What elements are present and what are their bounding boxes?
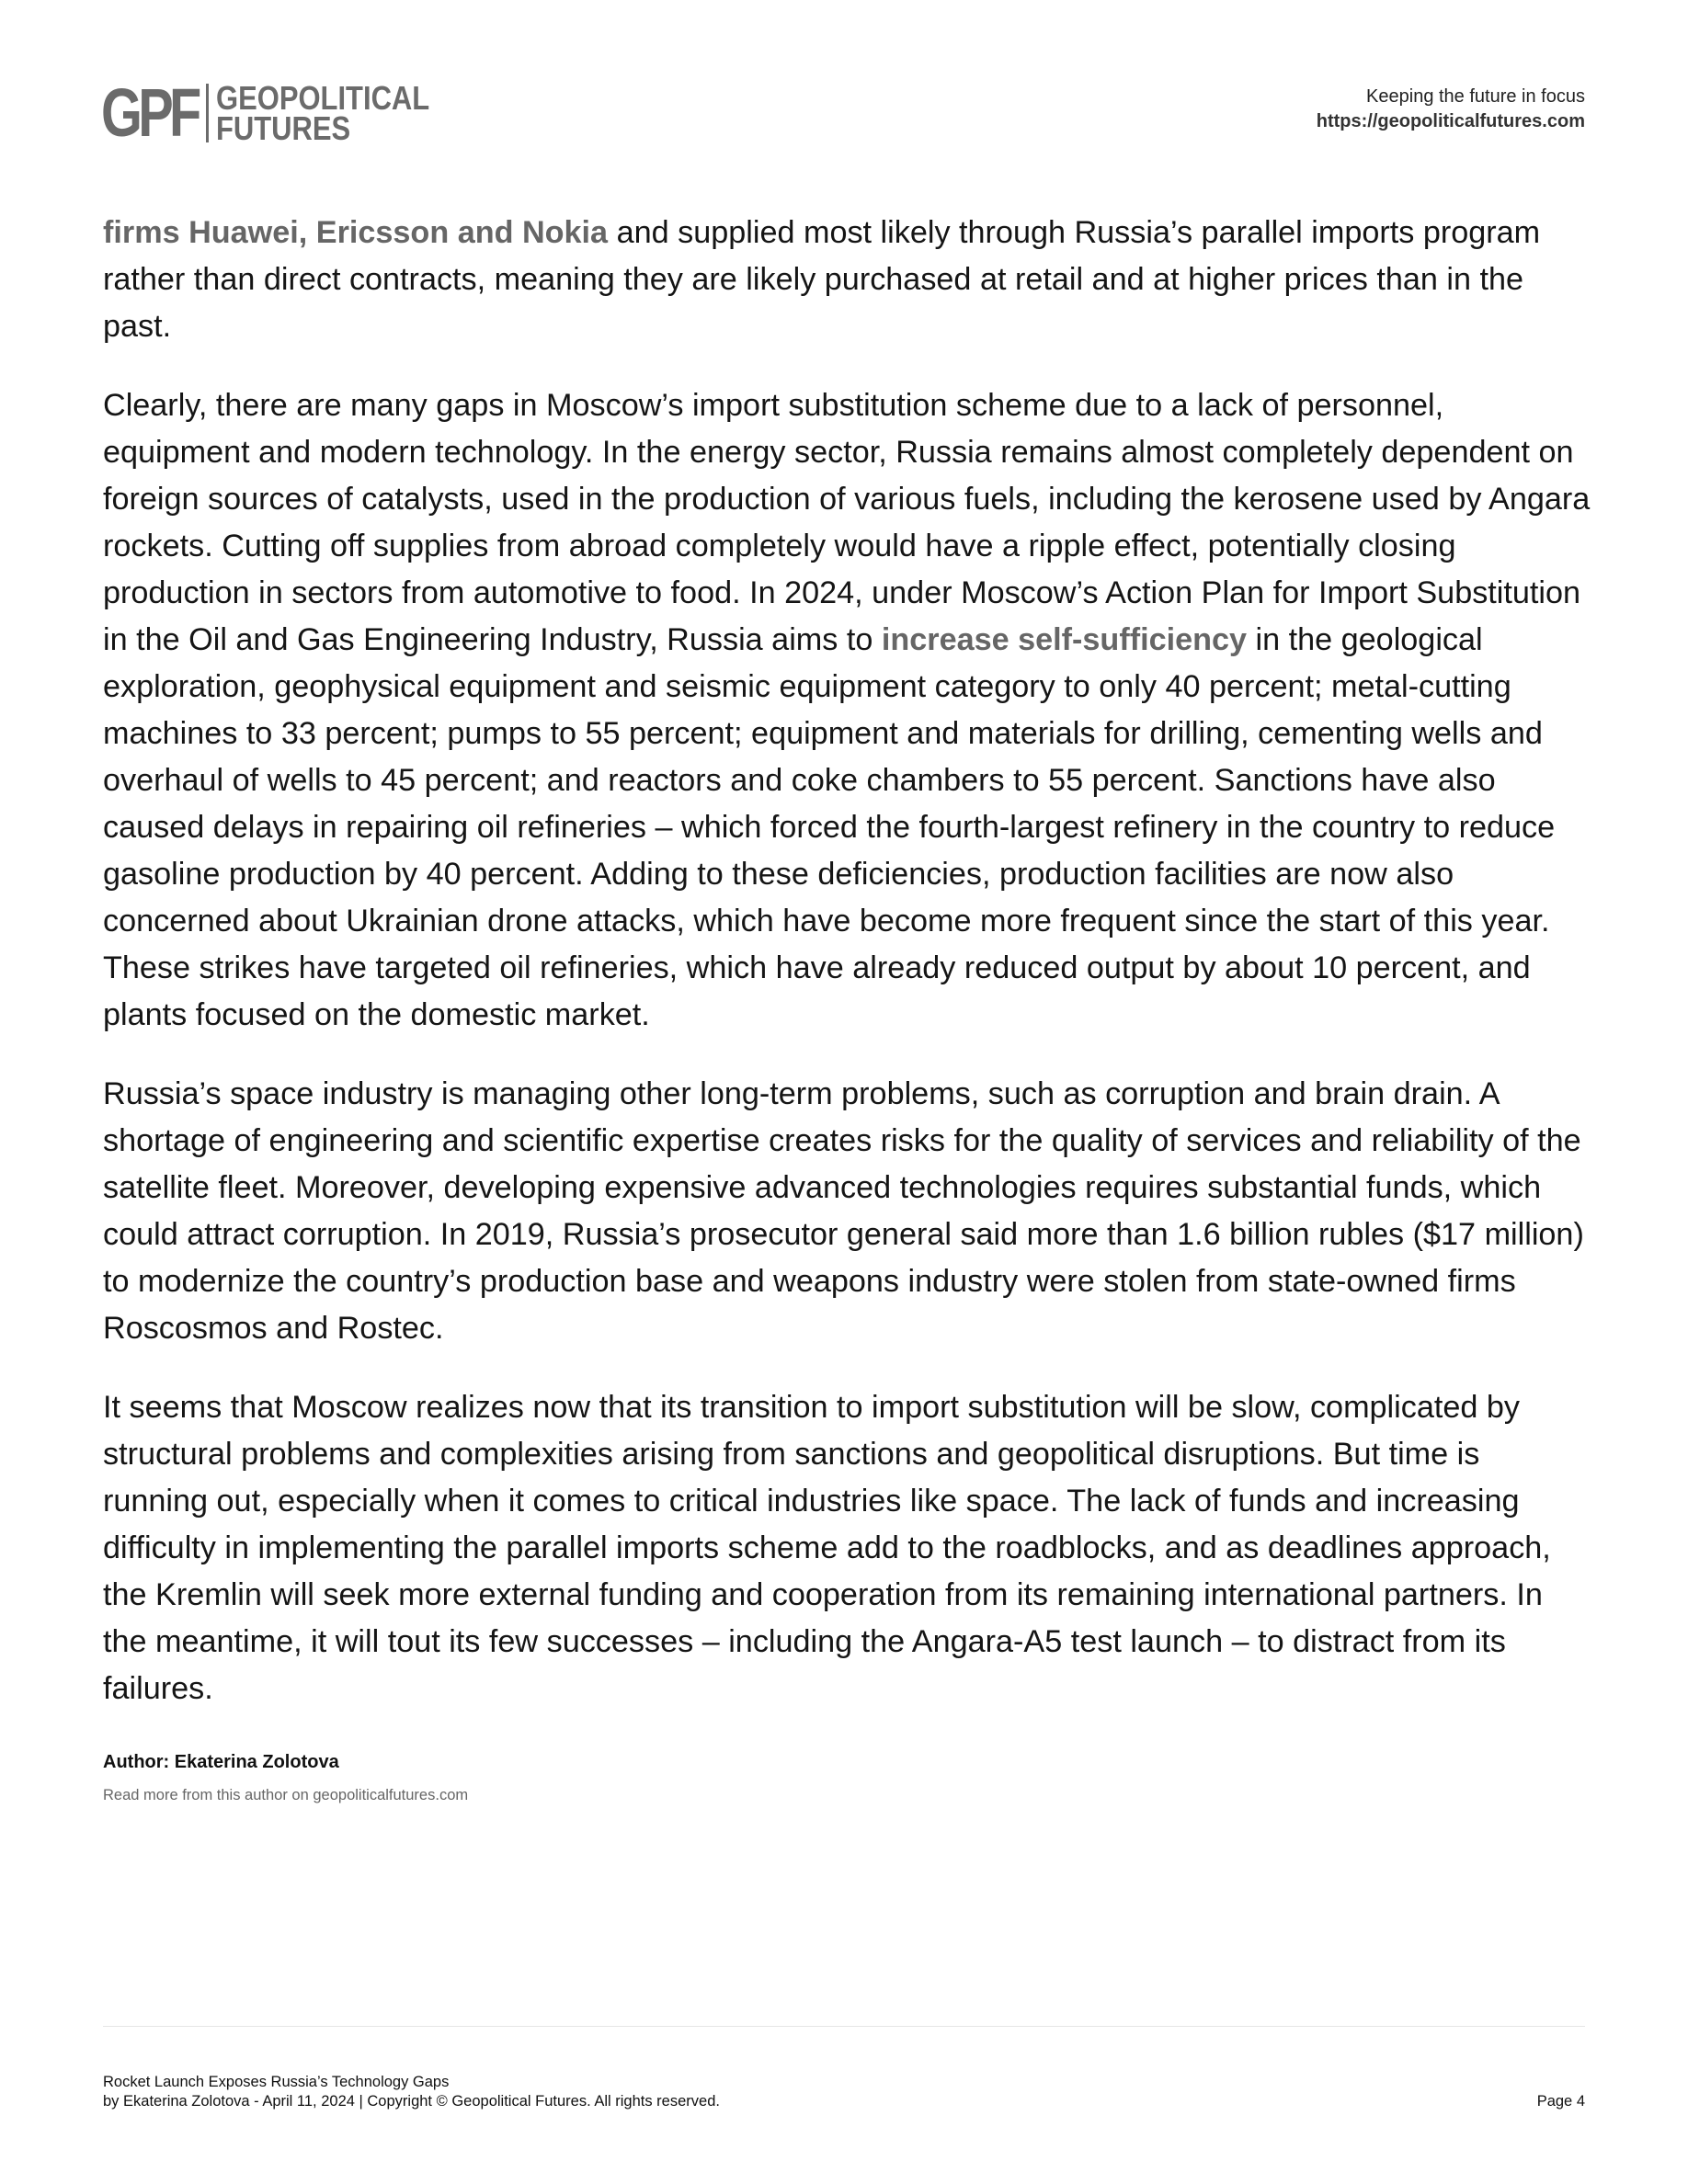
- logo-divider: [206, 84, 209, 142]
- logo-mark: GPF: [101, 74, 198, 151]
- tagline-text: Keeping the future in focus: [1366, 86, 1585, 107]
- paragraph-2-text-before: Clearly, there are many gaps in Moscow’s import substitution scheme due to a lack of personnel, equipment and modern technology. In the energy sector, Russia remains almost completely dependent on foreign sources of catalysts, used in the production of various fuels, including the kerosene used by Angara rockets. Cutting off supplies from abroad completely would have a ripple effect, potentially closing production in sectors from automotive to food. In 2024, under Moscow’s Action Plan for Import Substitution in the Oil and Gas Engineering Industry, Russia aims to: [103, 388, 1591, 657]
- paragraph-2: [103, 382, 1592, 1039]
- paragraph-4: It seems that Moscow realizes now that its transition to import substitution will be slow, complicated by structural problems and complexities arising from sanctions and geopolitical disruptions. But time is running out, especially when it comes to critical industries like space. The lack of funds and increasing difficulty in implementing the parallel imports scheme add to the roadblocks, and as deadlines approach, the Kremlin will seek more external funding and cooperation from its remaining international partners. In the meantime, it will tout its few successes – including the Angara-A5 test launch – to distract from its failures.: [103, 1390, 1551, 1706]
- paragraph-2-text-after: in the geological exploration, geophysical equipment and seismic equipment category to only 40 percent; metal-cutting machines to 33 percent; pumps to 55 percent; equipment and materials for drilling, cementing wells and overhaul of wells to 45 percent; and reactors and coke chambers to 55 percent. Sanctions have also caused delays in repairing oil refineries – which forced the fourth-largest refinery in the country to reduce gasoline production by 40 percent. Adding to these deficiencies, production facilities are now also concerned about Ukrainian drone attacks, which have become more frequent since the start of this year. These strikes have targeted oil refineries, which have already reduced output by about 10 percent, and plants focused on the domestic market.: [103, 622, 1556, 1032]
- page-header: [0, 0, 1688, 184]
- paragraph-3: Russia’s space industry is managing other long-term problems, such as corruption and brain drain. A shortage of engineering and scientific expertise creates risks for the quality of services and reliability of the satellite fleet. Moreover, developing expensive advanced technologies requires substantial funds, which could attract corruption. In 2019, Russia’s prosecutor general said more than 1.6 billion rubles ($17 million) to modernize the country’s production base and weapons industry were stolen from state-owned firms Roscosmos and Rostec.: [103, 1076, 1584, 1346]
- footer-byline: by Ekaterina Zolotova - April 11, 2024 | Copyright © Geopolitical Futures. All rights reserved.: [103, 2093, 720, 2110]
- gpf-logo[interactable]: [101, 74, 464, 151]
- author-more-link[interactable]: Read more from this author on geopoliticalfutures.com: [103, 1787, 469, 1803]
- link-increase-self-sufficiency[interactable]: increase self-sufficiency: [881, 622, 1248, 657]
- author-line: Author: Ekaterina Zolotova: [103, 1752, 339, 1772]
- link-huawei-ericsson-nokia[interactable]: firms Huawei, Ericsson and Nokia: [103, 215, 609, 250]
- logo-wordmark: [216, 79, 430, 147]
- header-tagline-block: [1317, 85, 1585, 134]
- footer-page-number: Page 4: [1536, 2093, 1585, 2110]
- logo-line-2: FUTURES: [216, 109, 351, 147]
- article-body: [103, 210, 1592, 1745]
- paragraph-1: [103, 210, 1592, 350]
- footer-divider: [103, 2026, 1585, 2027]
- footer-article-title: Rocket Launch Exposes Russia’s Technology Gaps: [103, 2074, 450, 2090]
- site-url-link[interactable]: https://geopoliticalfutures.com: [1316, 111, 1585, 131]
- logo-line-1: GEOPOLITICAL: [216, 79, 430, 117]
- paragraph-1-text: and supplied most likely through Russia’s parallel imports program rather than direct contracts, meaning they are likely purchased at retail and at higher prices than in the past.: [103, 215, 1541, 344]
